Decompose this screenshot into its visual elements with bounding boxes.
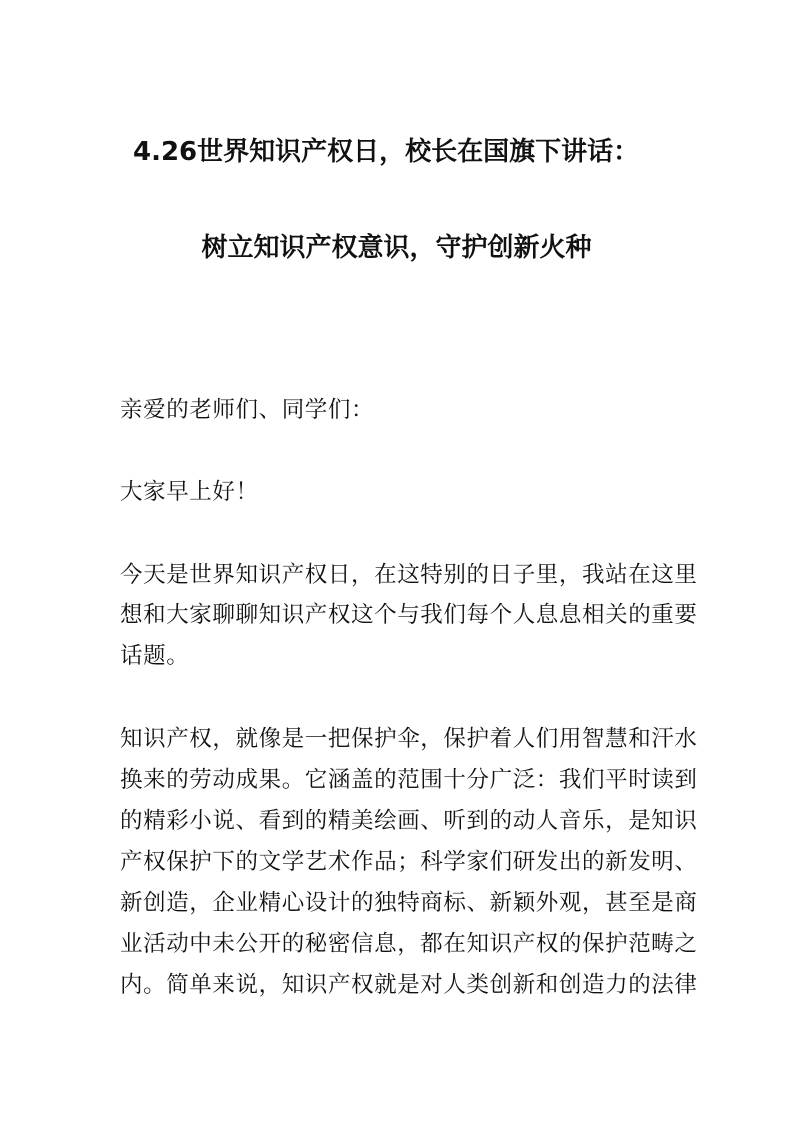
title-line-1: 4.26世界知识产权日，校长在国旗下讲话：	[133, 137, 640, 167]
paragraph-1-line: 话题。	[120, 643, 190, 669]
title-line-2: 树立知识产权意识，守护创新火种	[201, 233, 592, 263]
paragraph-2-line: 新创造，企业精心设计的独特商标、新颖外观，甚至是商	[120, 890, 698, 916]
paragraph-2-line: 业活动中未公开的秘密信息，都在知识产权的保护范畴之	[120, 931, 698, 957]
paragraph-2-line: 内。简单来说，知识产权就是对人类创新和创造力的法律	[120, 972, 698, 998]
morning-greeting: 大家早上好！	[120, 479, 259, 505]
greeting: 亲爱的老师们、同学们：	[120, 397, 375, 423]
paragraph-1-line: 今天是世界知识产权日，在这特别的日子里，我站在这里	[120, 562, 698, 588]
paragraph-2-line: 的精彩小说、看到的精美绘画、听到的动人音乐，是知识	[120, 808, 698, 834]
paragraph-2-line: 产权保护下的文学艺术作品；科学家们研发出的新发明、	[120, 849, 698, 875]
paragraph-2-line: 知识产权，就像是一把保护伞，保护着人们用智慧和汗水	[120, 726, 698, 752]
paragraph-1-line: 想和大家聊聊知识产权这个与我们每个人息息相关的重要	[120, 602, 698, 628]
paragraph-2-line: 换来的劳动成果。它涵盖的范围十分广泛：我们平时读到	[120, 767, 698, 793]
